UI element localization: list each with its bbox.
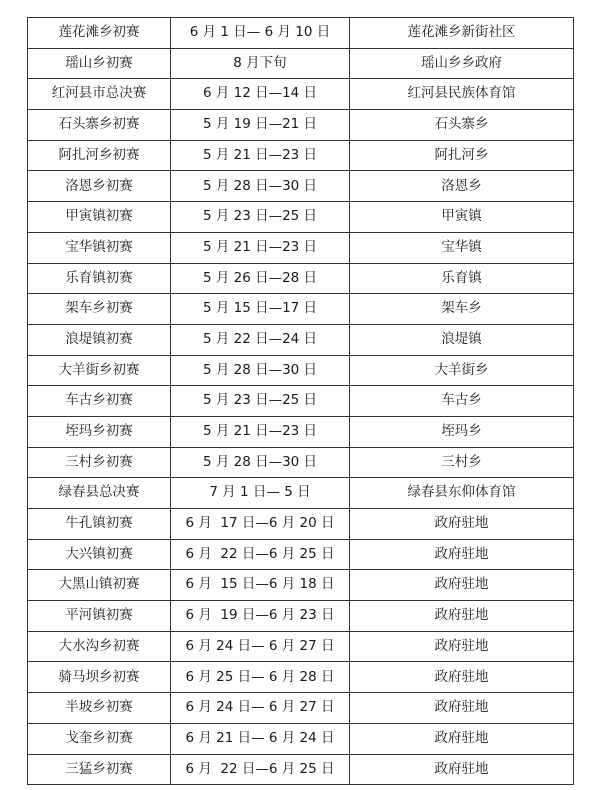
event-venue-cell: 乐育镇 xyxy=(350,263,574,294)
event-venue-cell: 政府驻地 xyxy=(350,570,574,601)
event-dates-cell: 5 月 22 日—24 日 xyxy=(171,324,350,355)
event-dates-cell: 6 月 22 日—6 月 25 日 xyxy=(171,754,350,785)
event-venue-cell: 莲花滩乡新街社区 xyxy=(350,18,574,49)
event-venue-cell: 浪堤镇 xyxy=(350,324,574,355)
table-row xyxy=(28,324,574,355)
event-venue-cell: 大羊街乡 xyxy=(350,355,574,386)
event-venue-cell: 甲寅镇 xyxy=(350,202,574,233)
table-row xyxy=(28,171,574,202)
event-dates-cell: 5 月 28 日—30 日 xyxy=(171,171,350,202)
table-row xyxy=(28,294,574,325)
table-row xyxy=(28,539,574,570)
event-name-cell: 架车乡初赛 xyxy=(28,294,171,325)
event-name-cell: 车古乡初赛 xyxy=(28,386,171,417)
event-name-cell: 大水沟乡初赛 xyxy=(28,631,171,662)
event-dates-cell: 5 月 21 日—23 日 xyxy=(171,416,350,447)
table-row xyxy=(28,723,574,754)
event-dates-cell: 5 月 19 日—21 日 xyxy=(171,110,350,141)
event-name-cell: 莲花滩乡初赛 xyxy=(28,18,171,49)
event-name-cell: 宝华镇初赛 xyxy=(28,232,171,263)
event-dates-cell: 6 月 15 日—6 月 18 日 xyxy=(171,570,350,601)
event-dates-cell: 5 月 28 日—30 日 xyxy=(171,355,350,386)
event-venue-cell: 红河县民族体育馆 xyxy=(350,79,574,110)
event-name-cell: 大黑山镇初赛 xyxy=(28,570,171,601)
event-dates-cell: 5 月 26 日—28 日 xyxy=(171,263,350,294)
event-venue-cell: 架车乡 xyxy=(350,294,574,325)
event-name-cell: 戈奎乡初赛 xyxy=(28,723,171,754)
event-dates-cell: 6 月 25 日— 6 月 28 日 xyxy=(171,662,350,693)
table-row xyxy=(28,18,574,49)
event-name-cell: 半坡乡初赛 xyxy=(28,693,171,724)
event-dates-cell: 5 月 21 日—23 日 xyxy=(171,232,350,263)
table-row xyxy=(28,447,574,478)
event-dates-cell: 6 月 17 日—6 月 20 日 xyxy=(171,509,350,540)
event-dates-cell: 6 月 24 日— 6 月 27 日 xyxy=(171,693,350,724)
event-dates-cell: 7 月 1 日— 5 日 xyxy=(171,478,350,509)
event-name-cell: 乐育镇初赛 xyxy=(28,263,171,294)
event-dates-cell: 6 月 24 日— 6 月 27 日 xyxy=(171,631,350,662)
event-venue-cell: 政府驻地 xyxy=(350,509,574,540)
table-row xyxy=(28,79,574,110)
schedule-table-body xyxy=(28,18,574,785)
event-dates-cell: 5 月 23 日—25 日 xyxy=(171,386,350,417)
table-row xyxy=(28,416,574,447)
table-row xyxy=(28,202,574,233)
competition-schedule-table xyxy=(27,17,574,785)
event-venue-cell: 绿春县东仰体育馆 xyxy=(350,478,574,509)
table-row xyxy=(28,693,574,724)
event-dates-cell: 5 月 15 日—17 日 xyxy=(171,294,350,325)
event-venue-cell: 政府驻地 xyxy=(350,601,574,632)
event-venue-cell: 宝华镇 xyxy=(350,232,574,263)
event-dates-cell: 6 月 12 日—14 日 xyxy=(171,79,350,110)
event-venue-cell: 政府驻地 xyxy=(350,693,574,724)
event-venue-cell: 政府驻地 xyxy=(350,539,574,570)
event-venue-cell: 石头寨乡 xyxy=(350,110,574,141)
table-row xyxy=(28,386,574,417)
event-name-cell: 三猛乡初赛 xyxy=(28,754,171,785)
event-dates-cell: 6 月 22 日—6 月 25 日 xyxy=(171,539,350,570)
table-row xyxy=(28,263,574,294)
event-name-cell: 浪堤镇初赛 xyxy=(28,324,171,355)
event-venue-cell: 车古乡 xyxy=(350,386,574,417)
table-row xyxy=(28,631,574,662)
table-row xyxy=(28,662,574,693)
event-dates-cell: 6 月 19 日—6 月 23 日 xyxy=(171,601,350,632)
event-name-cell: 瑶山乡初赛 xyxy=(28,48,171,79)
event-name-cell: 垤玛乡初赛 xyxy=(28,416,171,447)
event-dates-cell: 5 月 23 日—25 日 xyxy=(171,202,350,233)
table-row xyxy=(28,110,574,141)
table-row xyxy=(28,478,574,509)
table-row xyxy=(28,48,574,79)
table-row xyxy=(28,232,574,263)
event-venue-cell: 政府驻地 xyxy=(350,723,574,754)
event-name-cell: 红河县市总决赛 xyxy=(28,79,171,110)
event-name-cell: 阿扎河乡初赛 xyxy=(28,140,171,171)
event-venue-cell: 阿扎河乡 xyxy=(350,140,574,171)
event-venue-cell: 政府驻地 xyxy=(350,754,574,785)
table-row xyxy=(28,140,574,171)
event-name-cell: 牛孔镇初赛 xyxy=(28,509,171,540)
event-venue-cell: 洛恩乡 xyxy=(350,171,574,202)
event-name-cell: 大羊街乡初赛 xyxy=(28,355,171,386)
event-venue-cell: 垤玛乡 xyxy=(350,416,574,447)
table-row xyxy=(28,601,574,632)
event-name-cell: 大兴镇初赛 xyxy=(28,539,171,570)
event-venue-cell: 三村乡 xyxy=(350,447,574,478)
event-dates-cell: 8 月下旬 xyxy=(171,48,350,79)
event-name-cell: 甲寅镇初赛 xyxy=(28,202,171,233)
table-row xyxy=(28,570,574,601)
event-dates-cell: 6 月 1 日— 6 月 10 日 xyxy=(171,18,350,49)
event-venue-cell: 瑶山乡乡政府 xyxy=(350,48,574,79)
event-venue-cell: 政府驻地 xyxy=(350,662,574,693)
table-row xyxy=(28,754,574,785)
event-name-cell: 三村乡初赛 xyxy=(28,447,171,478)
event-dates-cell: 5 月 28 日—30 日 xyxy=(171,447,350,478)
event-venue-cell: 政府驻地 xyxy=(350,631,574,662)
event-name-cell: 洛恩乡初赛 xyxy=(28,171,171,202)
table-row xyxy=(28,509,574,540)
event-dates-cell: 6 月 21 日— 6 月 24 日 xyxy=(171,723,350,754)
event-name-cell: 骑马坝乡初赛 xyxy=(28,662,171,693)
event-dates-cell: 5 月 21 日—23 日 xyxy=(171,140,350,171)
event-name-cell: 石头寨乡初赛 xyxy=(28,110,171,141)
event-name-cell: 绿春县总决赛 xyxy=(28,478,171,509)
event-name-cell: 平河镇初赛 xyxy=(28,601,171,632)
table-row xyxy=(28,355,574,386)
